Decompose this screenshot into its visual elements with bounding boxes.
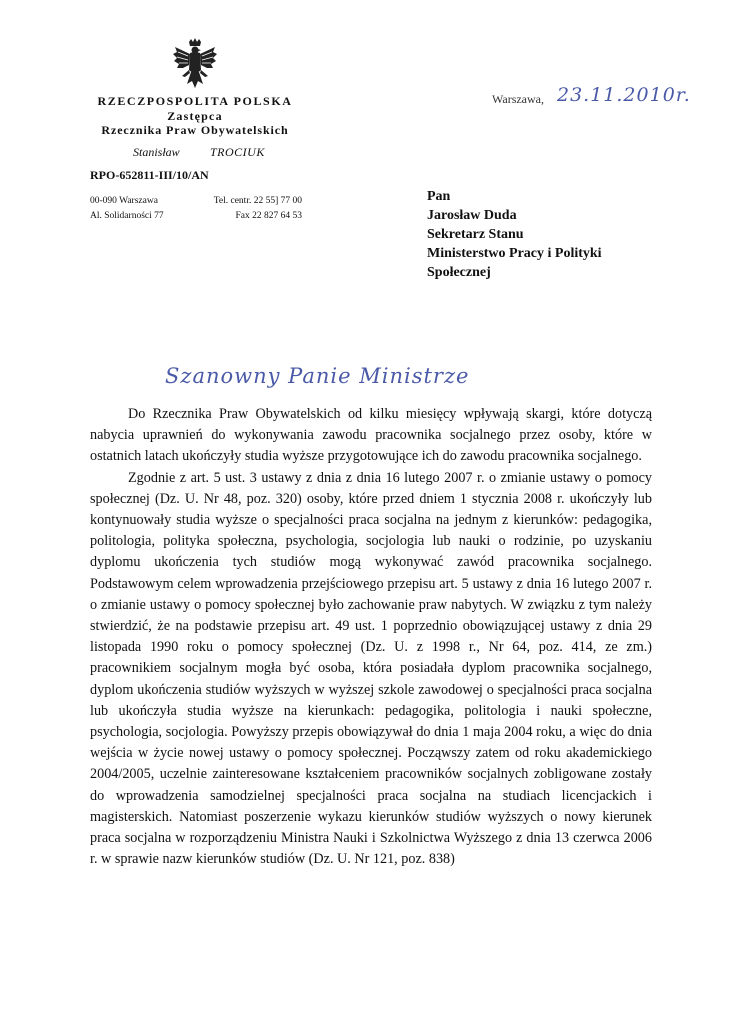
handwritten-date: 23.11.2010r. <box>557 84 691 106</box>
body-paragraph-1: Do Rzecznika Praw Obywatelskich od kilku miesięcy wpływają skargi, które dotyczą nabycia uprawnień do wykonywania zawodu pracownika socjalnego przez osoby, które w ostatnich latach ukończyły studia wyższe przygotowujące ich do zawodu pracownika socjalnego. <box>90 406 652 465</box>
addressee-title: Pan <box>427 189 451 204</box>
signatory-last-name: TROCIUK <box>210 145 265 159</box>
address-postal-city: 00-090 Warszawa <box>90 196 158 206</box>
date-city: Warszawa, <box>492 92 545 106</box>
reference-number: RPO-652811-III/10/AN <box>90 168 209 182</box>
letterhead-country: RZECZPOSPOLITA POLSKA <box>97 94 293 108</box>
handwritten-salutation: Szanowny Panie Ministrze <box>165 364 470 388</box>
addressee-ministry-line1: Ministerstwo Pracy i Polityki <box>427 246 602 261</box>
addressee-block <box>427 187 602 282</box>
addressee-ministry-line2: Społecznej <box>427 265 491 280</box>
letterhead-office-role: Zastępca <box>167 109 223 123</box>
addressee-name: Jarosław Duda <box>427 208 517 223</box>
fax-number: Fax 22 827 64 53 <box>235 211 302 221</box>
phone-number: Tel. centr. 22 55] 77 00 <box>213 196 302 206</box>
signatory-first-name: Stanisław <box>133 145 180 159</box>
eagle-emblem-icon <box>172 38 218 90</box>
address-street: Al. Solidarności 77 <box>90 211 164 221</box>
letter-body <box>90 404 652 870</box>
letterhead-office-name: Rzecznika Praw Obywatelskich <box>101 123 289 137</box>
body-paragraph-2: Zgodnie z art. 5 ust. 3 ustawy z dnia z dnia 16 lutego 2007 r. o zmianie ustawy o pomocy społecznej (Dz. U. Nr 48, poz. 320) osoby, które przed dniem 1 stycznia 2008 r. ukończyły lub kontynuowały studia wyższe o specjalności praca socjalna na jednym z kierunków: pedagogika, politologia, polityka społeczna, psychologia, socjologia lub nauki o rodzinie, po uzyskaniu dyplomu ukończenia tych studiów mogą wykonywać zawód pracownika socjalnego. Podstawowym celem wprowadzenia przejściowego przepisu art. 5 ustawy z dnia 16 lutego 2007 r. o zmianie ustawy o pomocy społecznej było zachowanie praw nabytych. W związku z tym należy stwierdzić, że na podstawie przepisu art. 49 ust. 1 poprzednio obowiązującej ustawy z dnia 29 listopada 1990 roku o pomocy społecznej (Dz. U. z 1998 r., Nr 64, poz. 414, ze zm.) pracownikiem socjalnym mogła być osoba, która posiadała dyplom pracownika socjalnego, dyplom ukończenia studiów wyższych w wyższej szkole zawodowej o specjalności praca socjalna lub ukończyła studia wyższe na kierunkach: pedagogika, politologia i nauki społeczne, psychologia, socjologia. Powyższy przepis obowiązywał do dnia 1 maja 2004 roku, a więc do dnia wejścia w życie nowej ustawy o pomocy społecznej. Począwszy zatem od roku akademickiego 2004/2005, uczelnie zainteresowane kształceniem pracowników socjalnych zobligowane zostały do wprowadzenia samodzielnej specjalności praca socjalna na studiach licencjackich i magisterskich. Natomiast poszerzenie wykazu kierunków studiów wyższych o nowy kierunek praca socjalna w rozporządzeniu Ministra Nauki i Szkolnictwa Wyższego z dnia 13 czerwca 2006 r. w sprawie nazw kierunków studiów (Dz. U. Nr 121, poz. 838) <box>90 469 652 868</box>
addressee-position: Sekretarz Stanu <box>427 227 524 242</box>
